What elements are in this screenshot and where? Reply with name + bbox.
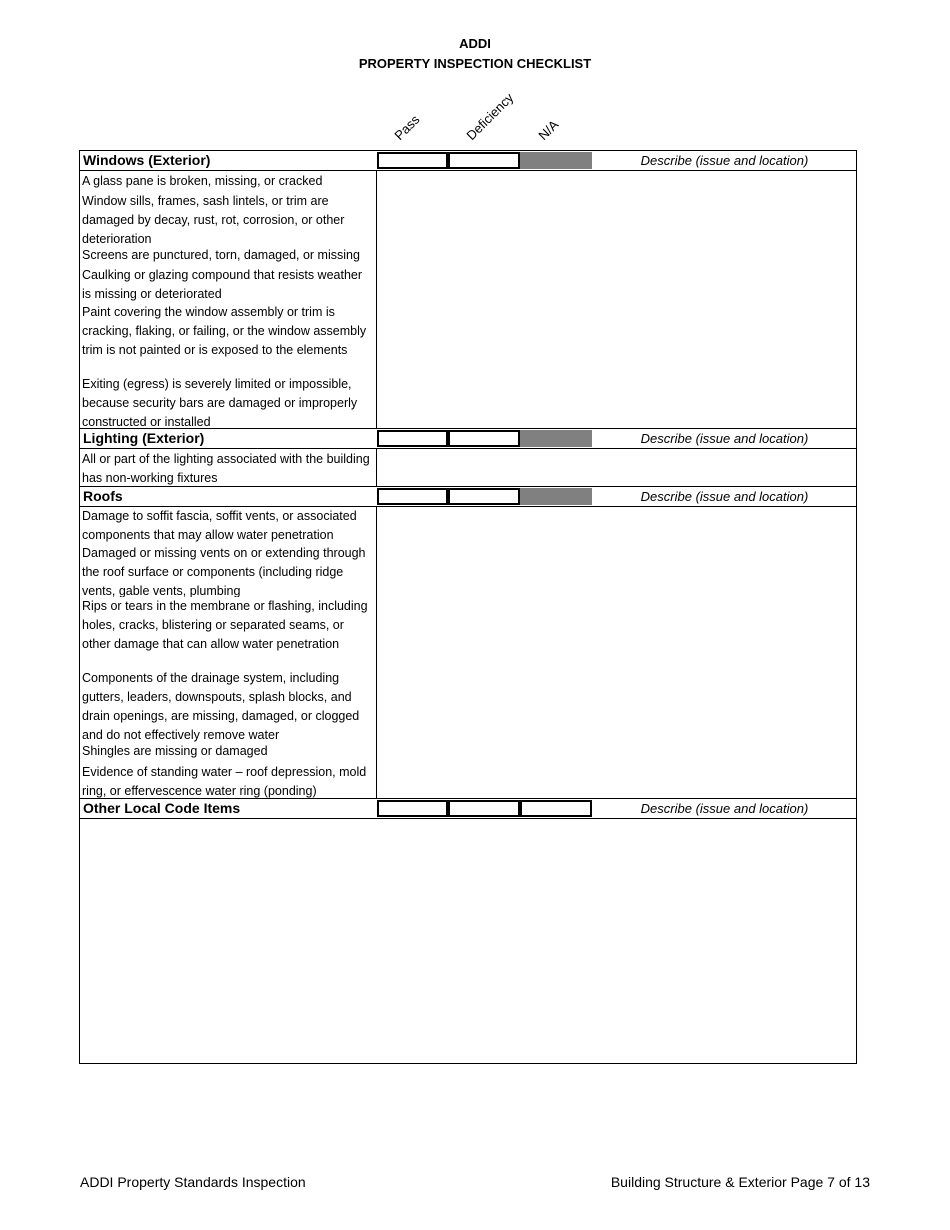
column-divider (376, 449, 377, 486)
pass-checkbox[interactable] (377, 430, 448, 447)
section-header-lighting (79, 428, 857, 449)
list-item: Rips or tears in the membrane or flashing, including holes, cracks, blistering or separated seams, or other damage that can allow water penetration (82, 599, 368, 651)
list-item: Screens are punctured, torn, damaged, or missing (82, 248, 360, 262)
list-item: Window sills, frames, sash lintels, or trim are damaged by decay, rust, rot, corrosion, or other deterioration (82, 194, 345, 246)
describe-label: Describe (issue and location) (640, 431, 809, 446)
doc-subtitle: PROPERTY INSPECTION CHECKLIST (358, 56, 592, 71)
deficiency-checkbox[interactable] (448, 800, 520, 817)
section-title: Roofs (83, 488, 123, 504)
section-title: Lighting (Exterior) (83, 430, 205, 446)
section-title: Windows (Exterior) (83, 152, 211, 168)
pass-checkbox[interactable] (377, 152, 448, 169)
list-item: All or part of the lighting associated with the building has non-working fixtures (82, 452, 370, 485)
na-checkbox-disabled (520, 488, 592, 505)
list-item: Exiting (egress) is severely limited or impossible, because security bars are damaged or improperly constructed or installed (82, 377, 358, 429)
na-checkbox-disabled (520, 152, 592, 169)
pass-checkbox[interactable] (377, 800, 448, 817)
deficiency-checkbox[interactable] (448, 430, 520, 447)
list-item: A glass pane is broken, missing, or cracked (82, 174, 323, 188)
deficiency-checkbox[interactable] (448, 152, 520, 169)
footer-left: ADDI Property Standards Inspection (80, 1174, 306, 1190)
column-header-pass: Pass (391, 111, 423, 143)
list-item: Components of the drainage system, including gutters, leaders, downspouts, splash blocks, and drain openings, are missing, damaged, or clogged and do not effectively remove water (82, 671, 360, 742)
section-header-other-local-code (79, 798, 857, 819)
deficiency-checkbox[interactable] (448, 488, 520, 505)
section-header-roofs (79, 486, 857, 507)
column-header-na: N/A (535, 117, 562, 143)
column-header-deficiency: Deficiency (463, 89, 517, 143)
na-checkbox[interactable] (520, 800, 592, 817)
doc-title: ADDI (459, 36, 491, 51)
list-item: Damaged or missing vents on or extending through the roof surface or components (including ridge vents, gable vents, plumbing (82, 546, 366, 597)
column-divider (376, 507, 377, 799)
list-item: Paint covering the window assembly or trim is cracking, flaking, or failing, or the window assembly trim is not painted or is exposed to the elements (82, 305, 367, 357)
list-item: Damage to soffit fascia, soffit vents, or associated components that may allow water penetration (82, 509, 357, 542)
section-header-windows (79, 150, 857, 171)
describe-label: Describe (issue and location) (640, 489, 809, 504)
column-divider (376, 171, 377, 429)
na-checkbox-disabled (520, 430, 592, 447)
section-title: Other Local Code Items (83, 800, 241, 816)
list-item: Shingles are missing or damaged (82, 744, 268, 758)
list-item: Evidence of standing water – roof depression, mold ring, or effervescence water ring (ponding) (82, 765, 367, 798)
other-items-notes-area[interactable] (80, 819, 856, 1063)
pass-checkbox[interactable] (377, 488, 448, 505)
describe-label: Describe (issue and location) (640, 801, 809, 816)
footer-right: Building Structure & Exterior Page 7 of 13 (610, 1174, 870, 1190)
describe-label: Describe (issue and location) (640, 153, 809, 168)
list-item: Caulking or glazing compound that resists weather is missing or deteriorated (82, 268, 363, 301)
